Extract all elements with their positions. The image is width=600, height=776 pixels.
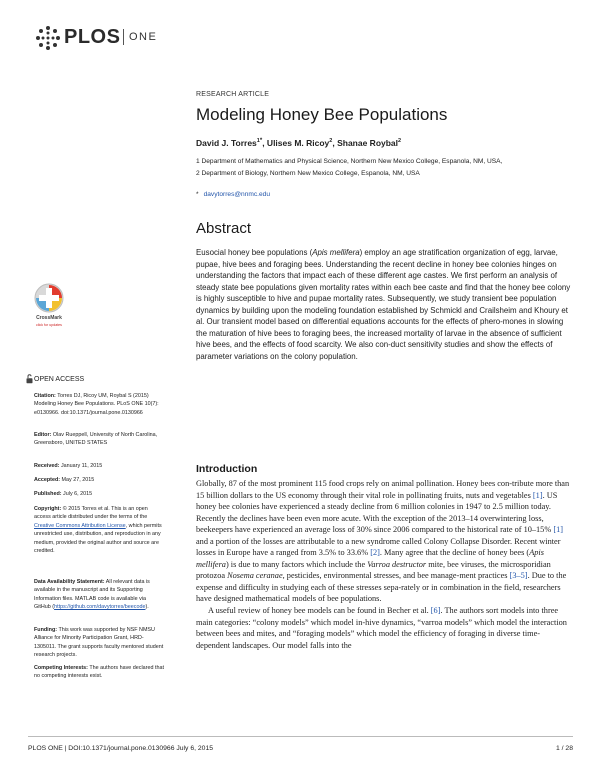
corresponding-email [196, 191, 270, 198]
open-lock-icon [26, 374, 33, 384]
crossmark-label: CrossMark [36, 315, 62, 321]
crossmark-sub[interactable]: click for updates [36, 323, 62, 327]
published-label: Published: [34, 491, 62, 497]
funding-block [34, 626, 164, 660]
article-title: Modeling Honey Bee Populations [196, 105, 448, 124]
journal-name: PLOS [64, 26, 121, 48]
journal-logo[interactable] [34, 24, 174, 52]
footer-citation: PLOS ONE | DOI:10.1371/journal.pone.0130966 July 6, 2015 [28, 745, 214, 752]
data-availability-text: ). [145, 604, 149, 611]
author-list [196, 138, 401, 148]
data-availability-label: Data Availability Statement: [34, 579, 105, 585]
citation-link[interactable]: [2] [370, 548, 380, 558]
citation-link[interactable]: [6] [430, 606, 441, 616]
accepted-block [34, 476, 164, 484]
funding-label: Funding: [34, 627, 58, 633]
copyright-text: , which permits unrestricted use, distribution, and reproduction in any medium, provided the original author and source are credited. [34, 522, 162, 555]
crossmark-icon [27, 282, 71, 316]
copyright-block [34, 505, 164, 555]
editor-text: Olav Rueppell, University of North Carolina, Greensboro, UNITED STATES [34, 432, 158, 447]
abstract-heading: Abstract [196, 220, 252, 237]
logo-divider [123, 29, 124, 45]
published-date: July 6, 2015 [61, 491, 93, 497]
competing-interests-text: The authors have declared that no competing interests exist. [34, 665, 164, 680]
copyright-text: © 2015 Torres et al. This is an open access article distributed under the terms of the [34, 506, 148, 521]
github-link[interactable]: https://github.com/davytorres/beecode [54, 604, 146, 611]
citation-link[interactable]: [3–5] [509, 571, 528, 581]
open-access-label: OPEN ACCESS [34, 376, 85, 383]
author-2[interactable]: , Ulises M. Ricoy [262, 138, 330, 148]
author-1[interactable]: David J. Torres [196, 138, 257, 148]
received-label: Received: [34, 463, 60, 469]
page-number: 1 / 28 [555, 745, 573, 752]
copyright-label: Copyright: [34, 506, 62, 512]
data-availability-text: All relevant data is available in the manuscript and its Supporting Information files. MATLAB code is available via GitHub ( [34, 579, 150, 611]
affiliation-2: 2 Department of Biology, Northern New Mexico College, Espanola, NM, USA [196, 170, 420, 177]
competing-interests-block [34, 664, 164, 681]
citation-text: Torres DJ, Ricoy UM, Roybal S (2015) Modeling Honey Bee Populations. PLoS ONE 10(7): e0130966. doi:10.1371/journal.pone.0130966 [34, 393, 159, 416]
editor-block [34, 431, 164, 448]
citation-block [34, 392, 164, 417]
received-block [34, 462, 164, 470]
journal-sub: ONE [129, 31, 158, 43]
abstract-species: Apis mellifera [312, 248, 360, 257]
author-1-corresponding: * [259, 138, 263, 145]
author-3[interactable]: , Shanae Roybal [332, 138, 399, 148]
competing-interests-label: Competing Interests: [34, 665, 88, 671]
page-footer [28, 736, 573, 752]
editor-label: Editor: [34, 432, 52, 438]
author-2-aff: 2 [329, 138, 333, 145]
abstract-text [196, 247, 571, 362]
author-3-aff: 2 [398, 138, 402, 145]
citation-link[interactable]: [1] [532, 490, 543, 500]
funding-text: This work was supported by NSF NMSU Alliance for Minority Participation Grant, HRD-1305011. The grant supports faculty mentored student research projects. [34, 627, 164, 659]
article-type: RESEARCH ARTICLE [196, 91, 270, 98]
published-block [34, 490, 164, 498]
plos-dots-icon [34, 24, 62, 52]
accepted-label: Accepted: [34, 477, 61, 483]
citation-link[interactable]: [1] [553, 525, 564, 535]
author-1-aff: 1 [256, 138, 260, 145]
received-date: January 11, 2015 [59, 463, 103, 469]
email-link[interactable]: davytorres@nnmc.edu [203, 191, 271, 198]
email-star: * [196, 191, 199, 198]
introduction-heading: Introduction [196, 463, 258, 475]
accepted-date: May 27, 2015 [60, 477, 95, 483]
affiliation-1: 1 Department of Mathematics and Physical Science, Northern New Mexico College, Espanola, NM, USA, [196, 158, 503, 165]
citation-label: Citation: [34, 393, 56, 399]
license-link[interactable]: Creative Commons Attribution License [34, 522, 126, 529]
introduction-body [196, 478, 574, 651]
intro-paragraph-1: Globally, 87 of the most prominent 115 food crops rely on animal pollination. Honey bees con-tribute more than 15 billion dollars to the US economy through their vital role in pollinating fruits, nuts and vegetables [1]. US honey bee colonies have experienced a steady decline from 6 million colonies in 1947 to 2.5 million today. Recently the declines have been even more acute. With the exception of the 2013–14 overwintering loss, beekeepers have experienced an average loss of 30% since 2006 compared to the historical rate of 10–15% [1] and a portion of the losses are attributable to a new syndrome called Colony Collapse Disorder. Recent winter losses in Europe have a ranged from 3.5% to 33.6% [2]. Many agree that the decline of honey bees (Apis mellifera) is due to many factors which include the Varroa destructor mite, bee viruses, the microsporidian protozoa Nosema ceranae, pesticides, environmental stresses, and bee manage-ment practices [3–5]. Due to the expense and difficulty in studying each of these stresses sepa-rately or in combination in the field, researchers have designed mathematical models of bee populations. [196, 479, 570, 604]
abstract-part: ) employ an age stratification organization of egg, larvae, pupae, hive bees and foraging bees. Understanding the recent decline in honey bee colonies hinges on understanding the factors that impact each of these different age castes. We first perform an analysis of steady state bee populations given mortality rates within each bee caste and find that the honey bee colony is highly susceptible to hive and pupae mortality rates. Subsequently, we study transient bee population dynamics by building upon the modeling foundation established by Schmickl and Crailsheim and Khoury et al. Our transient model based on differential equations accounts for the effects of phero-mones in slowing the maturation of hive bees to foraging bees, the increased mortality of larvae in the absence of sufficient hive bees, and the effects of food scarcity. We also con-duct sensitivity studies and show the effects of parameter variations on the colony population. [196, 248, 571, 361]
data-availability-block [34, 578, 164, 612]
abstract-part: Eusocial honey bee populations ( [196, 248, 313, 257]
intro-paragraph-2: A useful review of honey bee models can be found in Becher et al. [6]. The authors sort models into three main categories: “colony models” which model in-hive dynamics, “varroa models” which model the interaction between bees and mites, and “foraging models” which model the efficiency of foraging in diverse time-dependent landscapes. Our model falls into the [196, 606, 567, 650]
